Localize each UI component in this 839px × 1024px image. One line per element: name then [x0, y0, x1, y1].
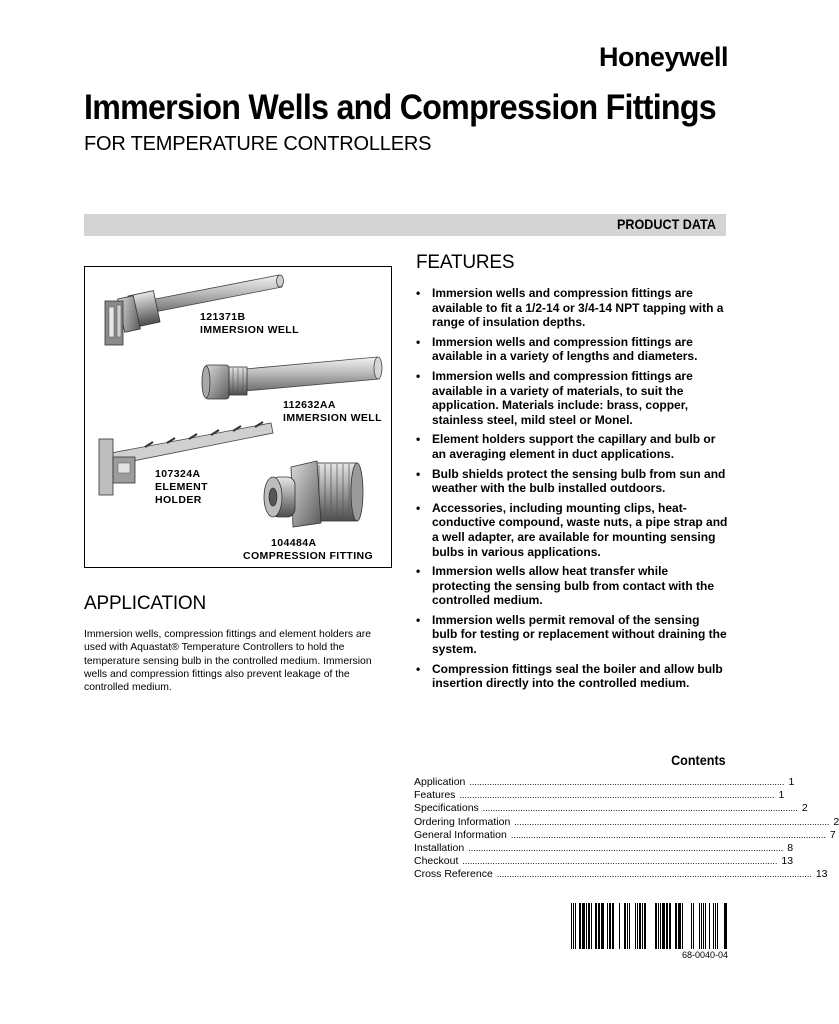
- toc-entry-cross-reference[interactable]: [414, 868, 828, 881]
- toc-leader: ..............................................................................................................................: [482, 803, 798, 814]
- feature-item: • Immersion wells allow heat transfer while protecting the sensing bulb from contact with the controlled medium.: [416, 564, 728, 608]
- product-figure: [84, 266, 392, 568]
- document-number: 68-0040-04: [681, 950, 728, 960]
- feature-item: • Accessories, including mounting clips, heat-conductive compound, waste nuts, a pipe strap and a well adapter, are available for mounting sensing bulbs in various applications.: [416, 501, 728, 559]
- toc-page: 13: [815, 868, 828, 881]
- toc-entry-installation[interactable]: [414, 842, 794, 855]
- toc-page: 7: [829, 828, 836, 841]
- product-data-label: PRODUCT DATA: [617, 216, 716, 232]
- product-data-bar: [84, 214, 726, 236]
- toc-label: Installation: [414, 842, 465, 855]
- document-subtitle: FOR TEMPERATURE CONTROLLERS: [84, 133, 432, 155]
- toc-entry-specifications[interactable]: [414, 802, 808, 815]
- toc-page: 2: [833, 815, 839, 828]
- compression-fitting-104484a: [264, 461, 363, 527]
- application-heading: APPLICATION: [84, 593, 207, 614]
- toc-label: Features: [414, 789, 456, 802]
- table-of-contents: [414, 776, 839, 882]
- toc-label: Specifications: [414, 802, 479, 815]
- toc-leader: ..............................................................................................................................: [510, 829, 826, 840]
- toc-leader: ..............................................................................................................................: [459, 790, 775, 801]
- toc-label: Ordering Information: [414, 815, 511, 828]
- toc-entry-general-information[interactable]: [414, 828, 836, 842]
- toc-page: 1: [778, 789, 785, 802]
- toc-label: General Information: [414, 828, 507, 841]
- features-heading: FEATURES: [416, 252, 515, 273]
- barcode-icon: [571, 903, 729, 949]
- toc-page: 8: [787, 842, 794, 855]
- toc-leader: ..............................................................................................................................: [462, 856, 778, 867]
- feature-item: • Immersion wells and compression fittings are available in a variety of lengths and diameters.: [416, 335, 728, 364]
- immersion-well-112632aa: [202, 357, 382, 399]
- toc-leader: ..............................................................................................................................: [514, 816, 830, 827]
- toc-leader: ..............................................................................................................................: [496, 869, 812, 880]
- feature-item: • Bulb shields protect the sensing bulb from sun and weather with the bulb installed outdoors.: [416, 467, 728, 496]
- toc-page: 13: [781, 855, 794, 868]
- feature-item: • Compression fittings seal the boiler and allow bulb insertion directly into the controlled medium.: [416, 662, 728, 691]
- toc-leader: ..............................................................................................................................: [468, 843, 784, 854]
- feature-item: • Immersion wells and compression fittings are available to fit a 1/2-14 or 3/4-14 NPT tapping with a range of insulation depths.: [416, 286, 728, 330]
- features-list: [416, 286, 728, 696]
- toc-page: 1: [788, 776, 795, 788]
- toc-entry-application[interactable]: [414, 776, 795, 789]
- toc-entry-checkout[interactable]: [414, 855, 794, 868]
- figure-label-107324a: 107324A ELEMENT HOLDER: [155, 468, 208, 506]
- contents-heading: Contents: [671, 752, 726, 768]
- feature-item: • Immersion wells permit removal of the sensing bulb for testing or replacement without draining the system.: [416, 613, 728, 657]
- toc-label: Cross Reference: [414, 868, 493, 881]
- document-title: Immersion Wells and Compression Fittings: [84, 88, 716, 127]
- feature-item: • Immersion wells and compression fittings are available in a variety of materials, to suit the application. Materials include: brass, copper, stainless steel, mild steel or Monel.: [416, 369, 728, 427]
- toc-entry-features[interactable]: [414, 789, 785, 802]
- toc-label: Application: [414, 776, 466, 788]
- toc-entry-ordering-information[interactable]: [414, 815, 839, 829]
- toc-leader: ..............................................................................................................................: [469, 777, 785, 787]
- figure-label-104484a: 104484A COMPRESSION FITTING: [243, 537, 374, 562]
- application-text: Immersion wells, compression fittings and element holders are used with Aquastat® Temperature Controllers to hold the temperature sensing bulb in the controlled medium. Immersion wells and compression fittings also prevent leakage of the controlled medium.: [84, 629, 372, 694]
- figure-label-121371b: 121371B IMMERSION WELL: [200, 311, 299, 336]
- brand-logo: Honeywell: [598, 42, 728, 72]
- toc-label: Checkout: [414, 855, 459, 868]
- feature-item: • Element holders support the capillary and bulb or an averaging element in duct applications.: [416, 432, 728, 461]
- toc-page: 2: [801, 802, 808, 815]
- figure-label-112632aa: 112632AA IMMERSION WELL: [283, 399, 382, 424]
